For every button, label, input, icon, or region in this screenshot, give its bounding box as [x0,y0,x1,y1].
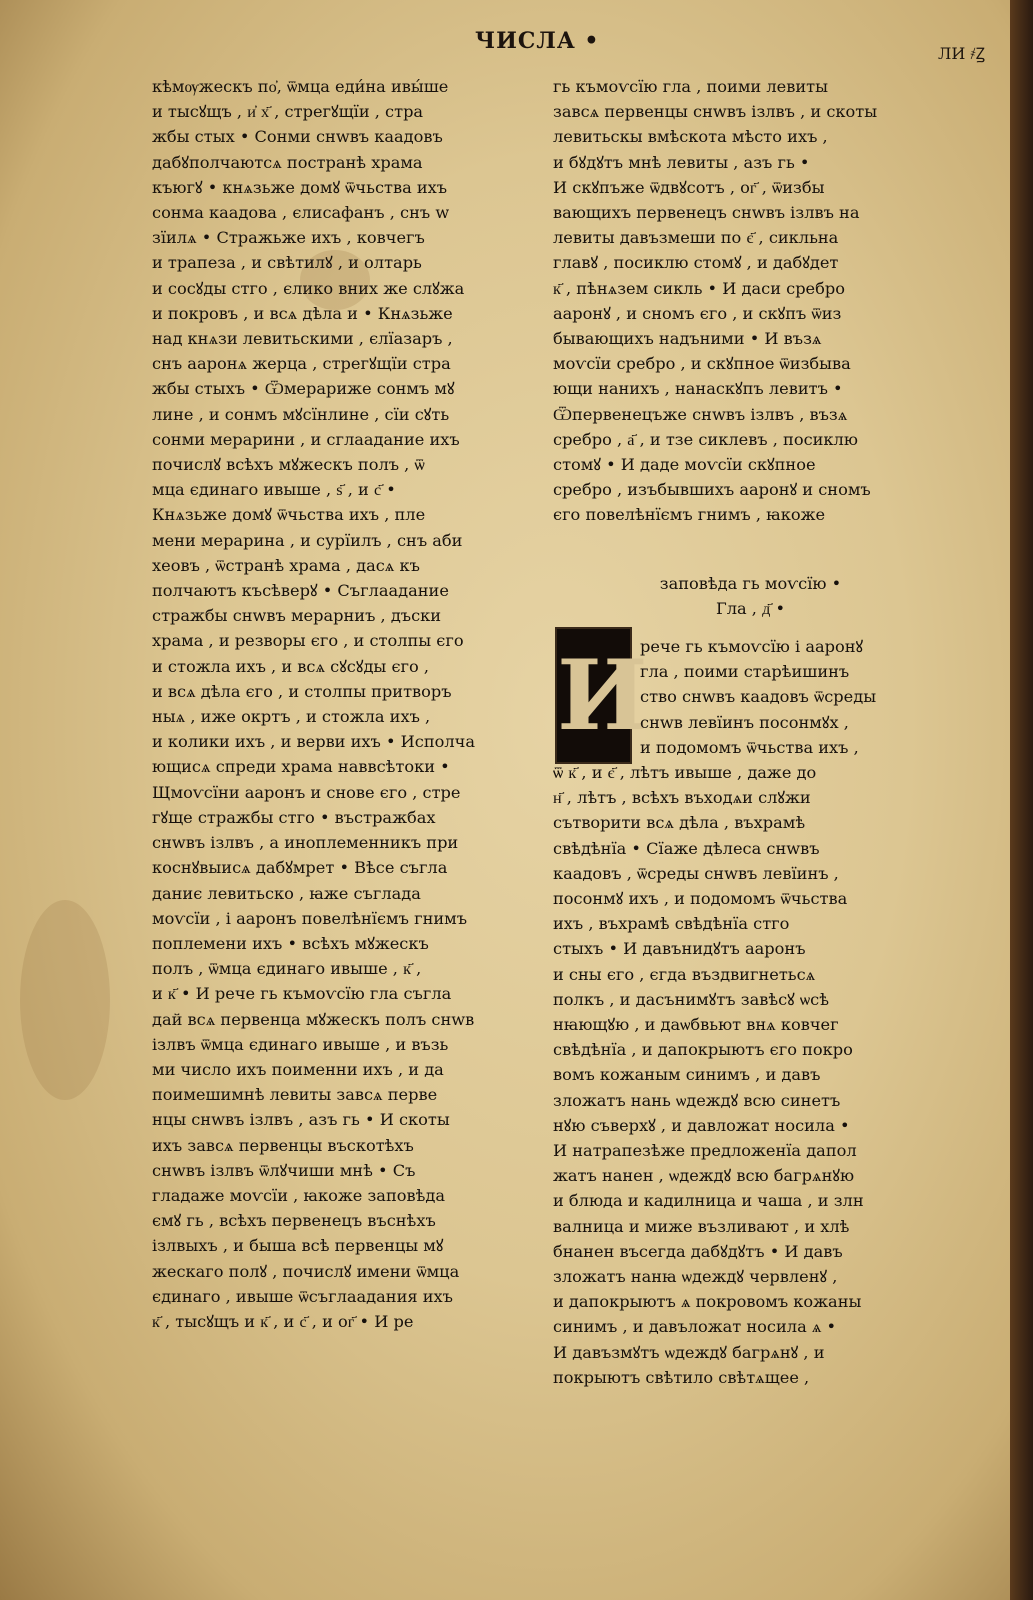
text-line: лине , и сонмъ мꙋсїнлине , сїи сꙋть [152,404,450,424]
text-line: дабꙋполчаютсѧ постранѣ храма [152,152,423,172]
text-line: и сны єго , єгда въздвигнетьсѧ [553,964,816,984]
text-line: ми число ихъ поименни ихъ , и да [152,1059,444,1079]
text-line: и блюда и кадилница и чаша , и злн [553,1191,864,1211]
text-line: снwв левїинъ посонмꙋх , [640,712,849,732]
text-line: ѿ к҃ , и є҃ , лѣтъ ивыше , даже до [553,763,817,782]
text-line: и всѧ дѣла єго , и столпы притворъ [152,681,452,701]
stain [20,900,110,1100]
text-line: к҃ , пѣнѧзем сикль • И даси сребро [553,278,845,298]
text-line: главꙋ , посиклю стомꙋ , и дабꙋдет [553,253,839,273]
text-line: посонмꙋ ихъ , и подомомъ ѿчьства [553,889,848,909]
text-line: стыхъ • И давънидꙋтъ ааронъ [553,939,806,959]
text-line: ющисѧ спреди храма наввсѣтоки • [152,757,450,777]
text-line: зїилѧ • Стражьже ихъ , ковчегъ [152,228,425,248]
text-line: и подомомъ ѿчьства ихъ , [640,737,859,757]
text-line: и к҃ • И рече гь къмоѵсїю гла съгла [152,984,452,1004]
text-line: поимешимнѣ левиты завсѧ перве [152,1085,438,1105]
text-line: покрыютъ свѣтило свѣтѧщее , [553,1367,810,1387]
text-line: жескаго полꙋ , почислꙋ имени ѿмца [152,1261,460,1281]
text-line: ізлвъ ѿмца єдинаго ивыше , и възь [152,1034,449,1054]
page-header [0,28,1010,68]
text-line: даниє левитьско , ꙗже съглада [152,883,421,903]
text-line: кѣмѹжескъ по҆, ѿмца еди́на ивы́ше [152,77,449,96]
text-line: гꙋще стражбы стго • въстражбах [152,807,436,827]
text-line: заповѣда гь моѵсїю • [659,574,842,593]
text-line: Гла , д҃ • [715,599,786,619]
text-line: мени мерарина , и сурїилъ , снъ аби [152,530,463,550]
text-line: жатъ нанен , ѡдеждꙋ всю багрѧнꙋю [553,1166,855,1186]
text-line: сонма каадова , єлисафанъ , снъ w [152,203,450,223]
text-line: н҃ , лѣтъ , всѣхъ въходѧи слꙋжи [553,788,811,808]
text-line: жбы стых • Сонми снwвъ каадовъ [152,127,443,147]
left-column [152,74,534,1334]
text-line: снъ ааронѧ жерца , стрегꙋщїи стра [152,354,451,374]
folio-number: ЛИ ҂Ꙁ [938,44,985,63]
right-column-top [553,74,948,528]
text-line: сребро , а҃ , и тзе сиклевъ , посиклю [553,429,858,449]
text-line: и тысꙋщъ , и҆ х҃ , стрегꙋщїи , стра [152,102,424,122]
right-column-rest [553,760,948,1390]
text-line: моѵсїи сребро , и скꙋпное ѿизбыва [553,354,851,374]
text-line: завсѧ первенцы снwвъ ізлвъ , и скоты [553,102,878,122]
text-line: ааронꙋ , и сномъ єго , и скꙋпъ ѿиз [553,303,842,323]
text-line: єго повелѣнїємъ гнимъ , ꙗкоже [553,505,826,525]
text-line: гладаже моѵсїи , ꙗкоже заповѣда [152,1185,445,1205]
text-line: гла , поими старѣишинъ [640,662,850,682]
text-line: и покровъ , и всѧ дѣла и • Кнѧзьже [152,303,453,323]
text-line: и дапокрыютъ ѧ покровомъ кожаны [553,1292,862,1312]
text-line: Ѿпервенецъже снwвъ ізлвъ , възѧ [553,404,848,424]
chapter-heading [553,571,948,621]
decorated-initial [555,627,648,764]
text-line: левиты давъзмеши по є҃ , сикльна [553,228,839,248]
running-head: ЧИСЛА • [475,28,600,54]
text-line: над кнѧзи левитьскими , єлїазаръ , [152,329,453,349]
text-line: синимъ , и давъложат носила ѧ • [553,1317,837,1337]
text-line: свѣдѣнїа • Сїаже дѣлеса снwвъ [553,838,820,858]
text-line: моѵсїи , і ааронъ повелѣнїємъ гнимъ [152,908,468,928]
text-line: сътворити всѧ дѣла , въхрамѣ [553,813,806,833]
text-line: коснꙋвыисѧ дабꙋмрет • Вѣсе съгла [152,858,448,878]
text-line: зложатъ нанꙗ ѡдеждꙋ червленꙋ , [553,1267,838,1287]
text-line: дай всѧ первенца мꙋжескъ полъ снwв [152,1009,475,1029]
text-line: бнанен въсегда дабꙋдꙋтъ • И давъ [553,1241,843,1261]
text-line: ющи нанихъ , нанаскꙋпъ левитъ • [553,379,843,399]
text-line: нцы снwвъ ізлвъ , азъ гь • И скоты [152,1110,450,1130]
text-line: Щмоѵсїни ааронъ и снове єго , стре [152,782,461,802]
text-line: єдинаго , ивыше ѿсъглаадания ихъ [152,1286,453,1306]
text-line: гь къмоѵсїю гла , поими левиты [553,77,828,96]
text-line: И давъзмꙋтъ ѡдеждꙋ багрѧнꙋ , и [553,1342,825,1362]
text-line: свѣдѣнїа , и дапокрыютъ єго покро [553,1040,853,1060]
text-line: к҃ , тысꙋщъ и к҃ , и с҃ , и ог҃ • И ре [152,1311,414,1331]
text-line: поплемени ихъ • всѣхъ мꙋжескъ [152,933,429,953]
text-line: вающихъ первенецъ снwвъ ізлвъ на [553,203,860,223]
text-line: ємꙋ гь , всѣхъ первенецъ въснѣхъ [152,1211,436,1231]
initial-letter: И [557,639,648,752]
text-line: нꙗющꙋю , и даѡбвьют внѧ ковчег [553,1015,839,1035]
text-line: рече гь къмоѵсїю і ааронꙋ [640,637,864,656]
text-line: ихъ завсѧ первенцы въскотѣхъ [152,1135,414,1155]
text-line: и стожла ихъ , и всѧ сꙋсꙋды єго , [152,656,430,676]
text-line: почислꙋ всѣхъ мꙋжескъ полъ , ѿ [152,455,425,475]
text-line: ихъ , въхрамѣ свѣдѣнїа стго [553,914,790,934]
text-line: левитьскы вмѣскота мѣсто ихъ , [553,127,828,147]
text-line: сонми мерарини , и сглаадание ихъ [152,429,460,449]
text-line: зложатъ нань ѡдеждꙋ всю синетъ [553,1090,841,1110]
text-line: ізлвыхъ , и быша всѣ первенцы мꙋ [152,1236,444,1256]
text-line: И скꙋпъже ѿдвꙋсотъ , ог҃ , ѿизбы [553,177,825,197]
text-line: бывающихъ надъними • И възѧ [553,329,822,349]
text-line: къюгꙋ • кнѧзьже домꙋ ѿчьства ихъ [152,177,448,197]
text-line: валница и миже възливают , и хлѣ [553,1216,850,1236]
right-column-initial-lines [640,634,950,760]
text-line: жбы стыхъ • Ѿмерариже сонмъ мꙋ [152,379,455,399]
text-line: снwвъ ізлвъ ѿлꙋчиши мнѣ • Съ [152,1160,416,1180]
text-line: храма , и резворы єго , и столпы єго [152,631,464,651]
text-line: стомꙋ • И даде моѵсїи скꙋпное [553,455,816,475]
text-line: полъ , ѿмца єдинаго ивыше , к҃ , [152,959,422,979]
text-line: каадовъ , ѿсреды снwвъ левїинъ , [553,863,839,883]
text-line: сребро , изъбывшихъ ааронꙋ и сномъ [553,480,871,500]
text-line: мца єдинаго ивыше , ѕ҃ , и с҃ • [152,480,396,500]
text-line: полчаютъ късѣверꙋ • Съглаадание [152,581,449,601]
text-line: И натрапезѣже предложенїа дапол [553,1141,857,1161]
text-line: стражбы снwвъ мерарниъ , дъски [152,606,442,626]
page-edge [1010,0,1033,1600]
text-line: и колики ихъ , и верви ихъ • Исполча [152,732,476,752]
text-line: ныѧ , иже окртъ , и стожла ихъ , [152,707,431,727]
text-line: и трапеза , и свѣтилꙋ , и олтарь [152,253,422,273]
text-line: Кнѧзьже домꙋ ѿчьства ихъ , пле [152,505,426,525]
text-line: вомъ кожаным синимъ , и давъ [553,1065,821,1085]
text-line: снwвъ ізлвъ , а иноплеменникъ при [152,833,459,853]
text-line: хеовъ , ѿстранѣ храма , дасѧ къ [152,555,420,575]
text-line: ство снwвъ каадовъ ѿсреды [640,687,877,707]
text-line: нꙋю съверхꙋ , и давложат носила • [553,1115,850,1135]
text-line: полкъ , и дасънимꙋтъ завѣсꙋ ѡсѣ [553,989,829,1009]
text-line: и сосꙋды стго , єлико вних же слꙋжа [152,278,465,298]
text-line: и бꙋдꙋтъ мнѣ левиты , азъ гь • [553,152,810,172]
